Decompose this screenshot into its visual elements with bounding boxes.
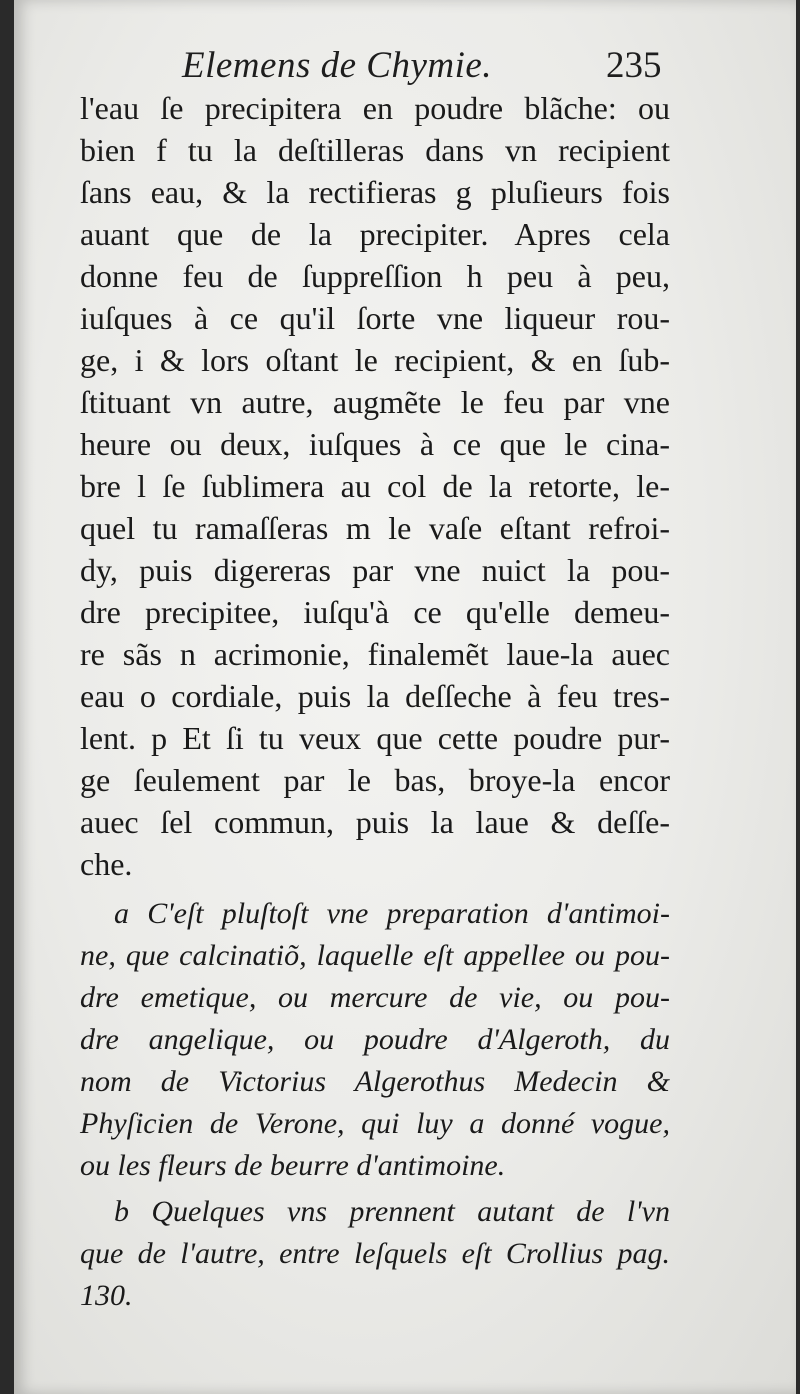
text-line: eau o cordiale, puis la deſſeche à feu tres- (80, 678, 670, 714)
footnote-line: b Quelques vns prennent autant de l'vn (114, 1195, 670, 1228)
text-line: l'eau ſe precipitera en poudre blãche: ou (80, 90, 670, 126)
text-line: re sãs n acrimonie, finalemẽt laue-la auec (80, 636, 670, 672)
text-line: iuſques à ce qu'il ſorte vne liqueur rou- (80, 300, 670, 336)
text-line: bre l ſe ſublimera au col de la retorte, le- (80, 468, 670, 504)
text-line: bien f tu la deſtilleras dans vn recipient (80, 132, 670, 168)
text-line: ſans eau, & la rectifieras g pluſieurs fois (80, 174, 670, 210)
footnote-line: ne, que calcinatiõ, laquelle eſt appellee ou pou- (80, 939, 670, 972)
text-line: donne feu de ſuppreſſion h peu à peu, (80, 258, 670, 294)
running-title: Elemens de Chymie. (182, 45, 493, 86)
text-line: ge, i & lors oſtant le recipient, & en ſub- (80, 342, 670, 378)
footnote-line: dre angelique, ou poudre d'Algeroth, du (80, 1023, 670, 1056)
footnote-line: ou les fleurs de beurre d'antimoine. (80, 1149, 506, 1182)
text-line: heure ou deux, iuſques à ce que le cina- (80, 426, 670, 462)
text-line: auec ſel commun, puis la laue & deſſe- (80, 804, 670, 840)
text-line: ge ſeulement par le bas, broye-la encor (80, 762, 670, 798)
footnote-line: Phyſicien de Verone, qui luy a donné vogue, (80, 1107, 670, 1140)
book-page (14, 0, 796, 1394)
footnote-line: dre emetique, ou mercure de vie, ou pou- (80, 981, 670, 1014)
footnote-line: nom de Victorius Algerothus Medecin & (80, 1065, 670, 1098)
text-line: dre precipitee, iuſqu'à ce qu'elle demeu- (80, 594, 670, 630)
text-line: auant que de la precipiter. Apres cela (80, 216, 670, 252)
text-line: dy, puis digereras par vne nuict la pou- (80, 552, 670, 588)
page-number: 235 (606, 45, 662, 86)
text-line: che. (80, 846, 133, 882)
footnote-line: a C'eſt pluſtoſt vne preparation d'antimoi- (114, 897, 670, 930)
footnote-line: que de l'autre, entre leſquels eſt Crollius pag. (80, 1237, 670, 1270)
text-line: lent. p Et ſi tu veux que cette poudre pur- (80, 720, 670, 756)
footnote-line: 130. (80, 1279, 133, 1312)
text-line: ſtituant vn autre, augmẽte le feu par vne (80, 384, 670, 420)
text-line: quel tu ramaſſeras m le vaſe eſtant refroi- (80, 510, 670, 546)
